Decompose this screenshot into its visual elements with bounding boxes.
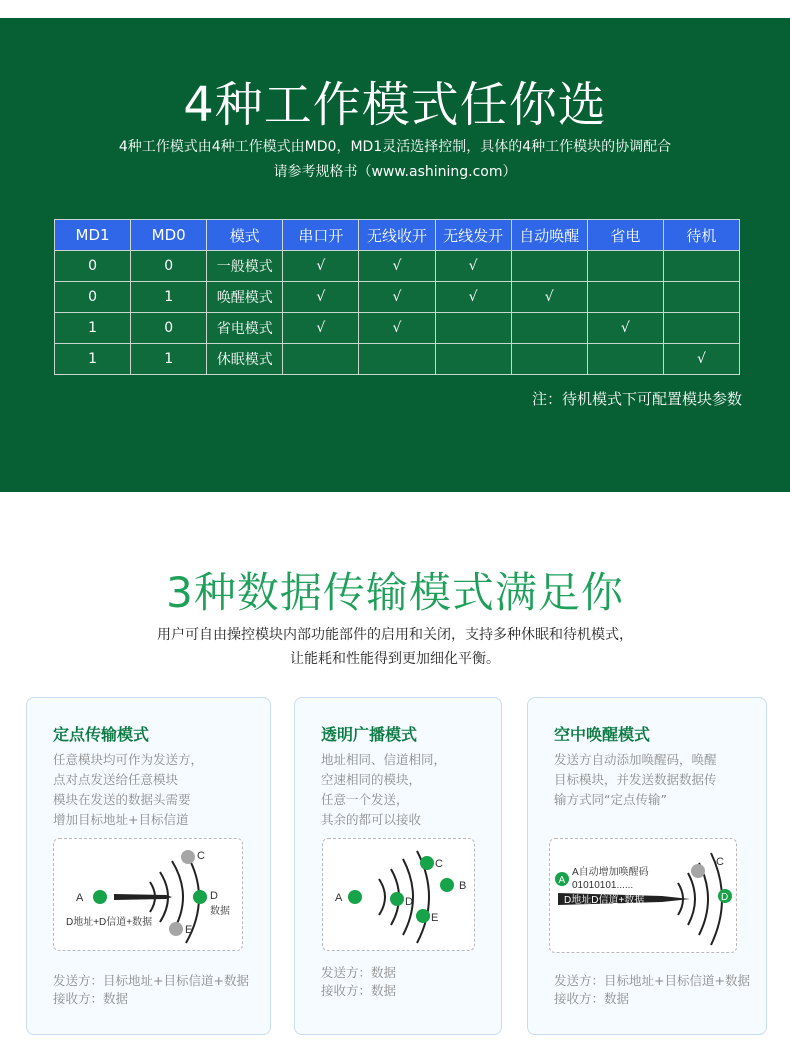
node-a-label: A — [558, 875, 566, 886]
card-title: 定点传输模式 — [53, 725, 150, 744]
table-header-cell: 无线收开 — [359, 220, 435, 251]
table-cell: 休眠模式 — [207, 344, 283, 375]
table-header-cell: 串口开 — [283, 220, 359, 251]
transfer-modes-desc-line2: 让能耗和性能得到更加细化平衡。 — [290, 651, 500, 667]
node-c-label: C — [716, 856, 724, 868]
node-c-icon — [420, 856, 434, 870]
node-d-icon — [193, 890, 207, 904]
node-c-icon — [181, 850, 195, 864]
table-header-cell: 无线发开 — [435, 220, 511, 251]
table-cell — [663, 313, 739, 344]
table-cell: √ — [359, 313, 435, 344]
card-body-line: 目标模块，并发送数据数据传 — [554, 772, 717, 787]
table-cell — [511, 313, 587, 344]
table-header-cell: 模式 — [207, 220, 283, 251]
card-footer — [554, 972, 750, 1008]
node-c-label: C — [197, 850, 205, 862]
card-body-line: 输方式同“定点传输” — [554, 792, 667, 807]
table-cell — [435, 313, 511, 344]
node-e-icon — [416, 909, 430, 923]
table-row — [55, 344, 740, 375]
node-d-icon — [390, 892, 404, 906]
node-c-label: C — [435, 858, 443, 870]
table-header-cell: 省电 — [587, 220, 663, 251]
card-title: 透明广播模式 — [321, 725, 418, 744]
node-a-label: A — [76, 892, 84, 904]
card-footer-line: 发送方：数据 — [321, 965, 397, 980]
card-body-line: 任意模块均可作为发送方， — [53, 752, 204, 767]
card-footer-line: 接收方：数据 — [321, 983, 397, 998]
table-cell: √ — [283, 282, 359, 313]
table-cell: √ — [587, 313, 663, 344]
table-cell — [663, 251, 739, 282]
node-d-data-label: 数据 — [210, 906, 230, 917]
broadcast-diagram-svg — [323, 839, 476, 952]
card-footer — [321, 964, 396, 1000]
work-modes-subtitle-line2: 请参考规格书（www.ashining.com） — [273, 164, 517, 180]
node-e-icon — [169, 922, 183, 936]
arrow-icon — [114, 894, 172, 900]
arrow-label: D地址D信道+数据 — [564, 895, 645, 906]
card-transparent-broadcast — [294, 697, 502, 1035]
table-cell: 0 — [55, 282, 131, 313]
node-d-label: D — [721, 892, 729, 903]
wake-code-value: 01010101...... — [572, 880, 634, 891]
table-cell: 省电模式 — [207, 313, 283, 344]
table-cell — [663, 282, 739, 313]
wake-code-label: A自动增加唤醒码 — [572, 867, 649, 878]
table-note: 注：待机模式下可配置模块参数 — [531, 390, 742, 408]
table-cell: 唤醒模式 — [207, 282, 283, 313]
transfer-modes-desc-line1: 用户可自由操控模块内部功能部件的启用和关闭，支持多种休眠和待机模式， — [157, 627, 633, 643]
node-d-label: D — [405, 896, 413, 908]
fixed-point-diagram-svg — [54, 839, 244, 952]
node-a-icon — [348, 890, 362, 904]
table-cell: √ — [435, 251, 511, 282]
card-body-line: 增加目标地址+目标信道 — [53, 812, 189, 827]
table-cell: 0 — [55, 251, 131, 282]
work-modes-table — [54, 219, 740, 375]
wakeup-diagram — [549, 838, 737, 953]
card-body-line: 模块在发送的数据头需要 — [53, 792, 191, 807]
table-cell: 1 — [131, 344, 207, 375]
card-footer-line: 接收方：数据 — [554, 991, 630, 1006]
table-header-row — [55, 220, 740, 251]
table-cell — [435, 344, 511, 375]
card-body — [321, 750, 446, 830]
node-e-label: E — [431, 912, 439, 924]
card-body-line: 发送方自动添加唤醒码，唤醒 — [554, 752, 717, 767]
table-cell: 0 — [131, 251, 207, 282]
table-cell — [359, 344, 435, 375]
node-a-icon — [93, 890, 107, 904]
fixed-point-diagram — [53, 838, 243, 951]
table-cell: 1 — [55, 344, 131, 375]
table-cell — [511, 344, 587, 375]
table-cell — [511, 251, 587, 282]
wave-icon — [379, 879, 385, 915]
table-cell: √ — [283, 251, 359, 282]
table-row — [55, 313, 740, 344]
table-cell: √ — [359, 251, 435, 282]
table-cell: 1 — [131, 282, 207, 313]
table-cell: 一般模式 — [207, 251, 283, 282]
table-cell — [587, 282, 663, 313]
broadcast-diagram — [322, 838, 475, 951]
card-body-line: 其余的都可以接收 — [321, 812, 422, 827]
card-footer-line: 发送方：目标地址+目标信道+数据 — [554, 973, 750, 988]
card-body-line: 任意一个发送， — [321, 792, 409, 807]
table-cell: √ — [663, 344, 739, 375]
table-cell: 1 — [55, 313, 131, 344]
arrow-label: D地址+D信道+数据 — [66, 917, 153, 928]
work-modes-subtitle-line1: 4种工作模式由4种工作模式由MD0，MD1灵活选择控制，具体的4种工作模块的协调配合 — [118, 139, 672, 155]
node-b-label: B — [459, 880, 467, 892]
node-c-icon — [691, 864, 705, 878]
work-modes-title: 4种工作模式任你选 — [183, 77, 607, 133]
wakeup-diagram-svg — [550, 839, 738, 954]
table-cell: √ — [359, 282, 435, 313]
card-body-line: 空速相同的模块， — [321, 772, 422, 787]
table-cell: √ — [283, 313, 359, 344]
table-cell — [587, 251, 663, 282]
node-d-label: D — [210, 890, 218, 902]
card-fixed-point-transfer — [26, 697, 271, 1035]
table-cell — [587, 344, 663, 375]
table-header-cell: MD0 — [131, 220, 207, 251]
card-body — [554, 750, 717, 810]
node-b-icon — [440, 878, 454, 892]
table-row — [55, 251, 740, 282]
card-body — [53, 750, 203, 830]
table-header-cell: MD1 — [55, 220, 131, 251]
card-footer-line: 发送方：目标地址+目标信道+数据 — [53, 973, 249, 988]
top-margin — [0, 0, 790, 18]
node-a-label: A — [335, 892, 343, 904]
card-air-wakeup — [527, 697, 767, 1035]
table-cell: 0 — [131, 313, 207, 344]
table-cell: √ — [435, 282, 511, 313]
card-title: 空中唤醒模式 — [554, 725, 651, 744]
card-footer-line: 接收方：数据 — [53, 991, 129, 1006]
node-e-label: E — [185, 924, 193, 936]
table-row — [55, 282, 740, 313]
transfer-modes-title: 3种数据传输模式满足你 — [166, 568, 624, 617]
card-body-line: 点对点发送给任意模块 — [53, 772, 179, 787]
card-footer — [53, 972, 249, 1008]
card-body-line: 地址相同、信道相同， — [321, 752, 447, 767]
table-header-cell: 待机 — [663, 220, 739, 251]
table-cell: √ — [511, 282, 587, 313]
table-header-cell: 自动唤醒 — [511, 220, 587, 251]
table-cell — [283, 344, 359, 375]
